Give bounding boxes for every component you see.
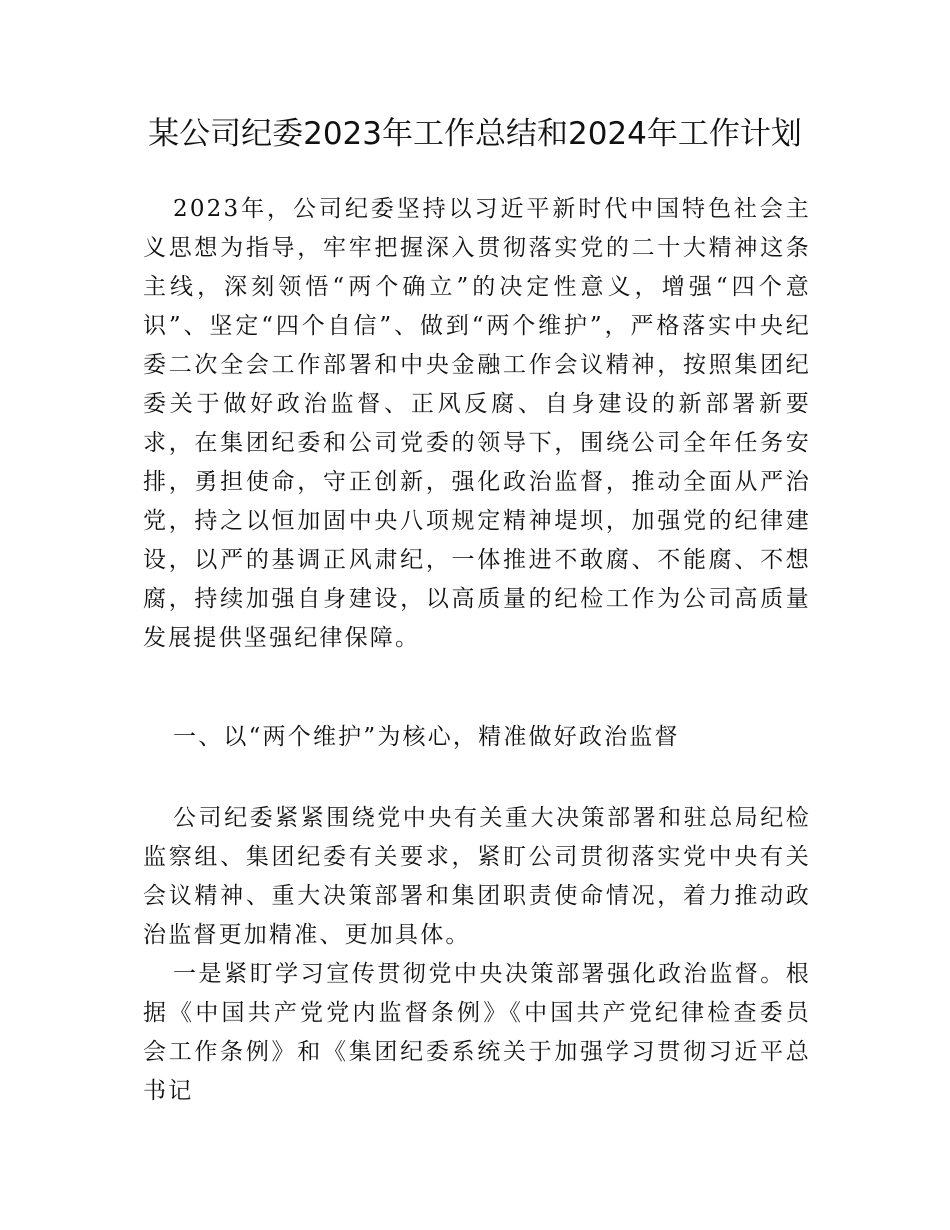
section-heading-1: 一、以“两个维护”为核心，精准做好政治监督 bbox=[173, 724, 680, 750]
section-1-item-1-paragraph: 一是紧盯学习宣传贯彻党中央决策部署强化政治监督。根据《中国共产党党内监督条例》《中国共产党纪律检查委员会工作条例》和《集团纪委系统关于加强学习贯彻习近平总书记 bbox=[143, 961, 811, 1104]
intro-paragraph: 2023年，公司纪委坚持以习近平新时代中国特色社会主义思想为指导，牢牢把握深入贯彻落实党的二十大精神这条主线，深刻领悟“两个确立”的决定性意义，增强“四个意识”、坚定“四个自信”、做到“两个维护”，严格落实中央纪委二次全会工作部署和中央金融工作会议精神，按照集团纪委关于做好政治监督、正风反腐、自身建设的新部署新要求，在集团纪委和公司党委的领导下，围绕公司全年任务安排，勇担使命，守正创新，强化政治监督，推动全面从严治党，持之以恒加固中央八项规定精神堤坝，加强党的纪律建设，以严的基调正风肃纪，一体推进不敢腐、不能腐、不想腐，持续加强自身建设，以高质量的纪检工作为公司高质量发展提供坚强纪律保障。 bbox=[143, 196, 811, 651]
document-title: 某公司纪委2023年工作总结和2024年工作计划 bbox=[148, 116, 802, 152]
section-1-paragraph: 公司纪委紧紧围绕党中央有关重大决策部署和驻总局纪检监察组、集团纪委有关要求，紧盯公司贯彻落实党中央有关会议精神、重大决策部署和集团职责使命情况，着力推动政治监督更加精准、更加具体。 bbox=[143, 805, 811, 948]
